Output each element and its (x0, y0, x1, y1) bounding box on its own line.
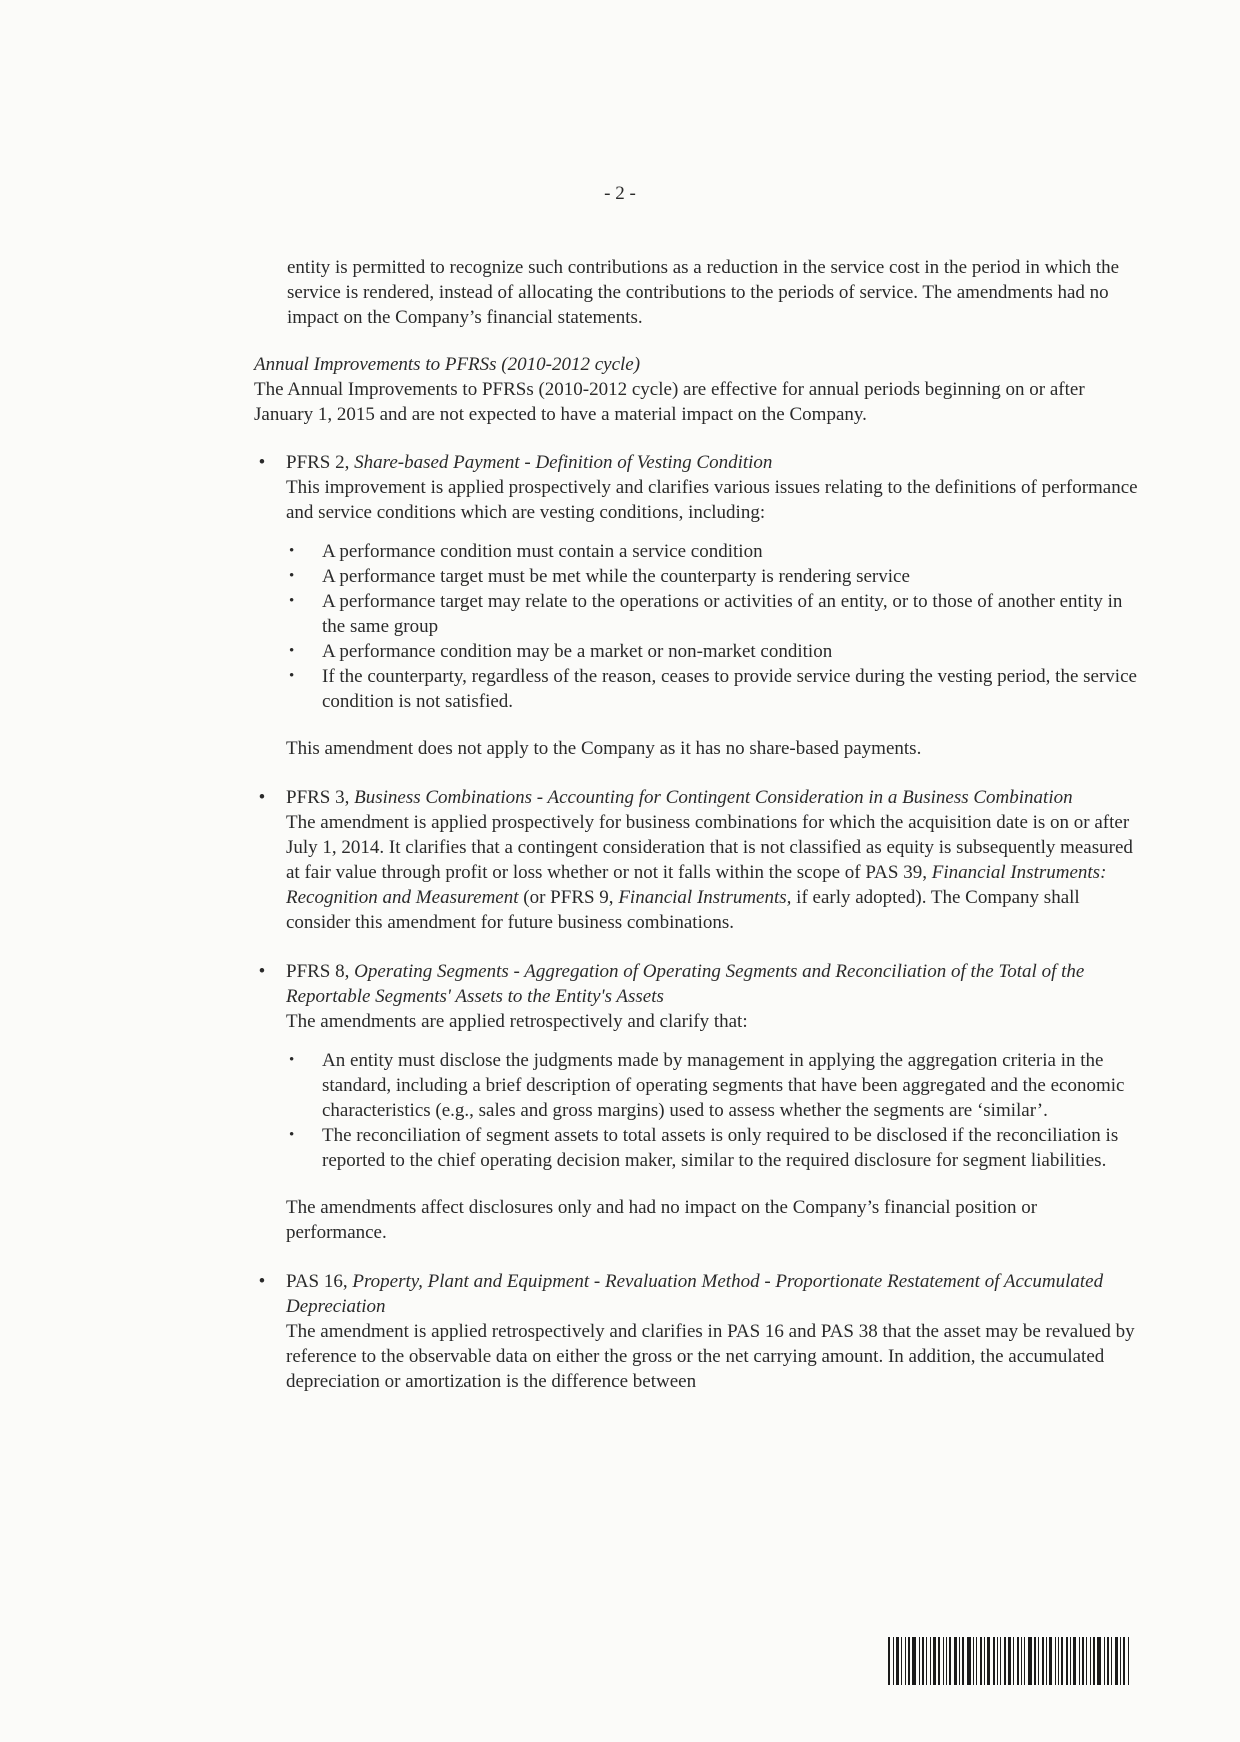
item-heading (286, 450, 1140, 475)
barcode-bar (1000, 1637, 1001, 1685)
barcode-bar (1097, 1637, 1101, 1685)
barcode-bar (1086, 1637, 1087, 1685)
barcode-bar (943, 1637, 944, 1685)
sub-item-text: A performance condition must contain a service condition (322, 541, 763, 562)
barcode-bar (1055, 1637, 1056, 1685)
barcode-bar (973, 1637, 974, 1685)
barcode-bar (1017, 1637, 1019, 1685)
item-closing: The amendments affect disclosures only and had no impact on the Company’s financial position or performance. (286, 1197, 1038, 1243)
barcode-bar (1107, 1637, 1109, 1685)
barcode-bar (959, 1637, 960, 1685)
barcode-bar (1034, 1637, 1036, 1685)
sub-list-item (286, 664, 1140, 714)
bullet-icon: • (258, 452, 266, 473)
sub-list-item (286, 589, 1140, 639)
sub-item-text: The reconciliation of segment assets to total assets is only required to be disclosed if the reconciliation is reported to the chief operating decision maker, similar to the required disclosure for segment liabilities. (322, 1125, 1119, 1171)
sub-list-item (286, 564, 1140, 589)
barcode-bar (912, 1637, 916, 1685)
sub-list-item (286, 1048, 1140, 1123)
barcode-bar (949, 1637, 951, 1685)
barcode-bar (1028, 1637, 1032, 1685)
bullet-icon: • (289, 593, 295, 609)
item-body: This improvement is applied prospectively and clarifies various issues relating to the definitions of performance and service conditions which are vesting conditions, including: (286, 477, 1138, 523)
barcode-bar (967, 1637, 971, 1685)
barcode-bar (1058, 1637, 1059, 1685)
barcode-bar (893, 1637, 894, 1685)
bullet-icon: • (289, 543, 295, 559)
barcode-bar (1042, 1637, 1044, 1685)
barcode-bar (993, 1637, 995, 1685)
barcode-bar (1008, 1637, 1011, 1685)
sub-item-text: A performance target may relate to the operations or activities of an entity, or to those of another entity in the same group (322, 591, 1123, 637)
barcode-bar (1104, 1637, 1105, 1685)
barcode-bar (926, 1637, 927, 1685)
sub-item-text: An entity must disclose the judgments made by management in applying the aggregation criteria in the standard, including a brief description of operating segments that have been aggregated and the economic characteristics (e.g., sales and gross margins) used to assess whether the segments are ‘similar’. (322, 1050, 1125, 1121)
barcode-bar (1013, 1637, 1014, 1685)
sub-list (286, 1048, 1140, 1173)
page-number: - 2 - (604, 183, 636, 204)
barcode-bar (919, 1637, 920, 1685)
barcode-bar (1024, 1637, 1025, 1685)
barcode-bar (1079, 1637, 1080, 1685)
barcode-bar (1090, 1637, 1091, 1685)
barcode-bar (901, 1637, 902, 1685)
item-standard: PAS 16, (286, 1271, 353, 1292)
item-standard: PFRS 2, (286, 452, 355, 473)
bullet-icon: • (258, 787, 266, 808)
barcode-bar (1120, 1637, 1121, 1685)
item-body: The amendment is applied retrospectively and clarifies in PAS 16 and PAS 38 that the asset may be revalued by reference to the observable data on either the gross or the net carrying amount. In addition, the accumulated depreciation or amortization is the difference between (286, 1321, 1135, 1392)
bullet-icon: • (289, 568, 295, 584)
sub-item-text: If the counterparty, regardless of the reason, ceases to provide service during the vesting period, the service condition is not satisfied. (322, 666, 1137, 712)
barcode-bar (954, 1637, 957, 1685)
barcode-bar (1004, 1637, 1006, 1685)
section-body: The Annual Improvements to PFRSs (2010-2012 cycle) are effective for annual periods beginning on or after January 1, 2015 and are not expected to have a material impact on the Company. (254, 379, 1085, 425)
barcode-bar (1111, 1637, 1112, 1685)
barcode-bar (1038, 1637, 1039, 1685)
barcode-bar (1021, 1637, 1022, 1685)
sub-list-item (286, 539, 1140, 564)
barcode-bar (896, 1637, 899, 1685)
barcode-bar (1070, 1637, 1071, 1685)
sub-item-text: A performance condition may be a market or non-market condition (322, 641, 833, 662)
barcode-bar (962, 1637, 964, 1685)
barcode-bar (905, 1637, 906, 1685)
barcode-bar (1046, 1637, 1047, 1685)
item-title: Property, Plant and Equipment - Revaluation Method - Proportionate Restatement of Accumulated Depreciation (286, 1271, 1104, 1317)
item-body: The amendments are applied retrospectively and clarify that: (286, 1011, 748, 1032)
item-standard: PFRS 3, (286, 787, 355, 808)
item-heading (286, 1269, 1140, 1319)
barcode-bar (922, 1637, 924, 1685)
item-reference: Financial Instruments, (618, 887, 792, 908)
list-item-pfrs-8 (254, 959, 1140, 1245)
barcode-icon (888, 1637, 1132, 1685)
item-body-part: if early adopted). The Company shall consider this amendment for future business combinations. (286, 887, 1080, 933)
barcode-bar (1061, 1637, 1063, 1685)
item-closing: This amendment does not apply to the Company as it has no share-based payments. (286, 738, 922, 759)
section-title: Annual Improvements to PFRSs (2010-2012 cycle) (254, 354, 641, 375)
item-reference: Financial Instruments: Recognition and Measurement (286, 862, 1107, 908)
barcode-bar (1128, 1637, 1129, 1685)
item-body-part: The amendment is applied prospectively for business combinations for which the acquisition date is on or after July 1, 2014. It clarifies that a contingent consideration that is not classified as equity is subsequently measured at fair value through profit or loss whether or not it falls within the scope of PAS 39, (286, 812, 1133, 883)
barcode-bar (1115, 1637, 1118, 1685)
barcode-bar (908, 1637, 910, 1685)
item-body-part: (or PFRS 9, (518, 887, 619, 908)
barcode-bar (888, 1637, 890, 1685)
item-standard: PFRS 8, (286, 961, 355, 982)
sub-item-text: A performance target must be met while the counterparty is rendering service (322, 566, 910, 587)
sub-list-item (286, 639, 1140, 664)
barcode-bar (938, 1637, 940, 1685)
barcode-bar (933, 1637, 936, 1685)
item-title: Operating Segments - Aggregation of Operating Segments and Reconciliation of the Total of the Reportable Segments' Assets to the Entity's Assets (286, 961, 1085, 1007)
barcode-bar (1093, 1637, 1095, 1685)
list-item-pas-16 (254, 1269, 1140, 1394)
bullet-icon: • (258, 1271, 266, 1292)
item-heading (286, 785, 1140, 810)
bullet-icon: • (289, 1052, 295, 1068)
bullet-icon: • (289, 668, 295, 684)
barcode-bar (976, 1637, 977, 1685)
intro-paragraph: entity is permitted to recognize such contributions as a reduction in the service cost in the period in which the service is rendered, instead of allocating the contributions to the periods of service. The amendments had no impact on the Company’s financial statements. (287, 257, 1120, 328)
bullet-icon: • (258, 961, 266, 982)
sub-list (286, 539, 1140, 714)
list-item-pfrs-3 (254, 785, 1140, 935)
barcode-bar (1123, 1637, 1125, 1685)
item-body (286, 810, 1140, 935)
page-content (254, 255, 1140, 1418)
barcode-bar (930, 1637, 931, 1685)
list-item-pfrs-2 (254, 450, 1140, 761)
barcode-bar (1082, 1637, 1084, 1685)
sub-list-item (286, 1123, 1140, 1173)
barcode-bar (987, 1637, 990, 1685)
barcode-bar (946, 1637, 947, 1685)
item-title: Business Combinations - Accounting for Contingent Consideration in a Business Combination (354, 787, 1073, 808)
barcode-bar (997, 1637, 998, 1685)
barcode-bar (1066, 1637, 1068, 1685)
item-title: Share-based Payment - Definition of Vesting Condition (354, 452, 773, 473)
bullet-icon: • (289, 643, 295, 659)
bullet-icon: • (289, 1127, 295, 1143)
barcode-bar (1049, 1637, 1052, 1685)
barcode-bar (984, 1637, 985, 1685)
barcode-bar (1073, 1637, 1076, 1685)
item-heading (286, 959, 1140, 1009)
barcode-bar (980, 1637, 982, 1685)
